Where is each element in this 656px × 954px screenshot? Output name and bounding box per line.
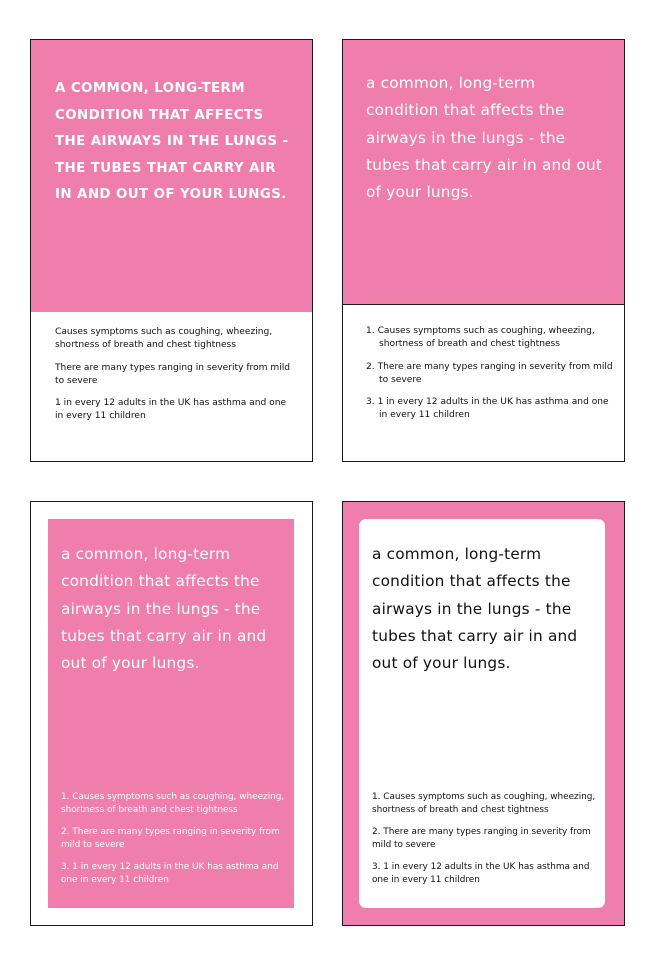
card-white-panel bbox=[359, 519, 605, 908]
card-header-panel bbox=[343, 40, 624, 305]
card-points bbox=[372, 791, 597, 896]
card-variant-1 bbox=[30, 39, 313, 462]
card-points bbox=[61, 791, 286, 896]
card-variant-2 bbox=[342, 39, 625, 462]
card-heading: a common, long-term condition that affects the airways in the lungs - the tubes that carry air in and out of your lungs. bbox=[61, 545, 267, 673]
point-item: 2. There are many types ranging in severity from mild to severe bbox=[61, 827, 280, 850]
card-pink-panel bbox=[48, 519, 294, 908]
point-item: 1 in every 12 adults in the UK has asthma and one in every 11 children bbox=[55, 398, 287, 421]
card-variant-3 bbox=[30, 501, 313, 926]
point-item: 1. Causes symptoms such as coughing, wheezing, shortness of breath and chest tightness bbox=[61, 792, 285, 815]
point-item: 1. Causes symptoms such as coughing, wheezing, shortness of breath and chest tightness bbox=[366, 326, 595, 349]
card-variant-4 bbox=[342, 501, 625, 926]
point-item: There are many types ranging in severity from mild to severe bbox=[55, 362, 291, 386]
point-item: 3. 1 in every 12 adults in the UK has asthma and one in every 11 children bbox=[61, 862, 279, 885]
point-item: 1. Causes symptoms such as coughing, wheezing, shortness of breath and chest tightness bbox=[372, 792, 596, 815]
point-item: 2. There are many types ranging in severity from mild to severe bbox=[372, 827, 591, 850]
card-heading: a common, long-term condition that affects the airways in the lungs - the tubes that carry air in and out of your lungs. bbox=[366, 74, 603, 202]
point-item: Causes symptoms such as coughing, wheezing, shortness of breath and chest tightness bbox=[55, 327, 273, 350]
card-points bbox=[366, 325, 616, 432]
card-header-panel bbox=[31, 40, 312, 312]
card-points bbox=[55, 326, 295, 433]
card-heading: A COMMON, LONG-TERM CONDITION THAT AFFECTS THE AIRWAYS IN THE LUNGS - THE TUBES THAT CARRY AIR IN AND OUT OF YOUR LUNGS. bbox=[55, 81, 289, 202]
card-heading: a common, long-term condition that affects the airways in the lungs - the tubes that carry air in and out of your lungs. bbox=[372, 545, 578, 673]
point-item: 3. 1 in every 12 adults in the UK has asthma and one in every 11 children bbox=[366, 397, 609, 420]
point-item: 2. There are many types ranging in severity from mild to severe bbox=[366, 361, 613, 385]
point-item: 3. 1 in every 12 adults in the UK has asthma and one in every 11 children bbox=[372, 862, 590, 885]
